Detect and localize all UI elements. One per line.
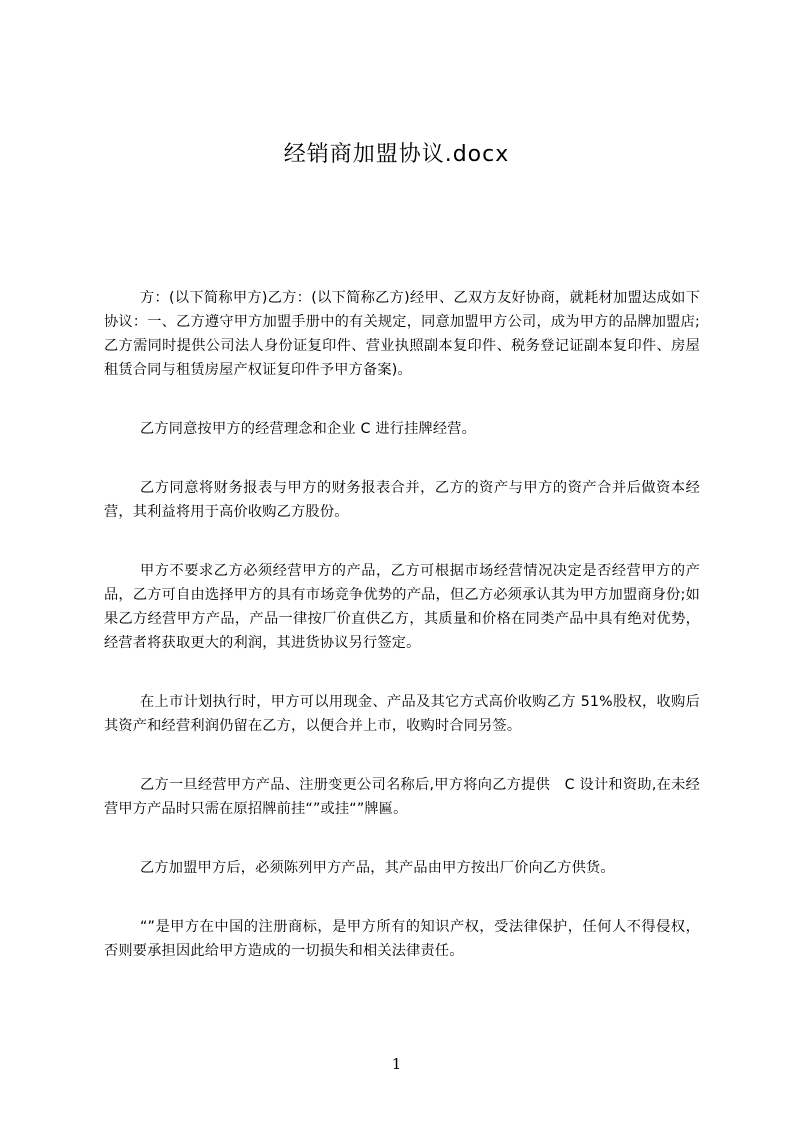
paragraph-design-support: 乙方一旦经营甲方产品、注册变更公司名称后,甲方将向乙方提供 C 设计和资助,在未经营甲方产品时只需在原招牌前挂“”或挂“”牌匾。 — [104, 777, 700, 817]
document-body — [104, 286, 700, 998]
paragraph-product-supply: 甲方不要求乙方必须经营甲方的产品，乙方可根据市场经营情况决定是否经营甲方的产品，乙方可自由选择甲方的具有市场竞争优势的产品，但乙方必须承认其为甲方加盟商身份;如果乙方经营甲方产品，产品一律按厂价直供乙方，其质量和价格在同类产品中具有绝对优势，经营者将获取更大的利润，其进货协议另行签定。 — [104, 563, 700, 651]
paragraph-agreement-intro: 方：(以下简称甲方)乙方：(以下简称乙方)经甲、乙双方友好协商，就耗材加盟达成如下协议：一、乙方遵守甲方加盟手册中的有关规定，同意加盟甲方公司，成为甲方的品牌加盟店;乙方需同时提供公司法人身份证复印件、营业执照副本复印件、税务登记证副本复印件、房屋租赁合同与租赁房屋产权证复印件予甲方备案)。 — [104, 290, 700, 378]
paragraph-financial-merger: 乙方同意将财务报表与甲方的财务报表合并，乙方的资产与甲方的资产合并后做资本经营，其利益将用于高价收购乙方股份。 — [104, 480, 700, 520]
paragraph-equity-acquisition: 在上市计划执行时，甲方可以用现金、产品及其它方式高价收购乙方 51%股权，收购后其资产和经营利润仍留在乙方，以便合并上市，收购时合同另签。 — [104, 694, 700, 734]
paragraph-product-display: 乙方加盟甲方后，必须陈列甲方产品，其产品由甲方按出厂价向乙方供货。 — [140, 860, 615, 876]
paragraph-operating-concept: 乙方同意按甲方的经营理念和企业 C 进行挂牌经营。 — [140, 421, 477, 437]
paragraph-trademark: “”是甲方在中国的注册商标，是甲方所有的知识产权，受法律保护，任何人不得侵权，否则要承担因此给甲方造成的一切损失和相关法律责任。 — [104, 919, 700, 959]
document-title: 经销商加盟协议.docx — [283, 142, 510, 167]
page-number: 1 — [391, 1055, 402, 1073]
